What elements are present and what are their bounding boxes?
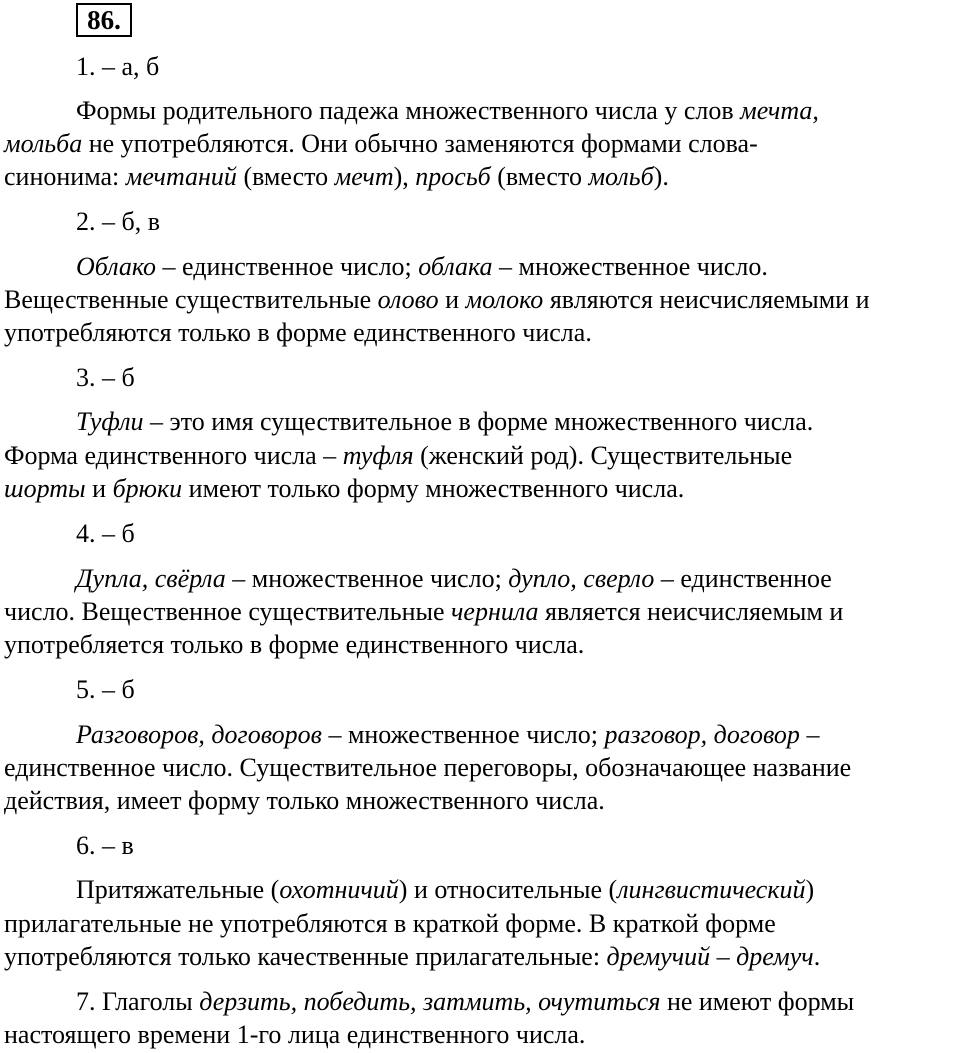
paragraph-2-line-2: Вещественные существительные олово и молоко являются неисчисляемыми и bbox=[4, 285, 870, 314]
answer-4: 4. – б bbox=[76, 519, 135, 548]
paragraph-3-line-3: шорты и брюки имеют только форму множественного числа. bbox=[4, 474, 685, 503]
paragraph-2-line-1: Облако – единственное число; облака – множественное число. bbox=[76, 252, 768, 281]
paragraph-5-line-3: действия, имеет форму только множественного числа. bbox=[4, 786, 605, 815]
answer-5: 5. – б bbox=[76, 675, 135, 704]
paragraph-1-line-2: мольба не употребляются. Они обычно заменяются формами слова- bbox=[4, 129, 758, 158]
paragraph-3-line-2: Форма единственного числа – туфля (женский род). Существительные bbox=[4, 441, 793, 470]
paragraph-4-line-3: употребляется только в форме единственного числа. bbox=[4, 630, 585, 659]
paragraph-1-line-1: Формы родительного падежа множественного числа у слов мечта, bbox=[76, 96, 819, 125]
paragraph-3-line-1: Туфли – это имя существительное в форме множественного числа. bbox=[76, 407, 814, 436]
paragraph-2-line-3: употребляются только в форме единственного числа. bbox=[4, 318, 592, 347]
paragraph-6-line-2: прилагательные не употребляются в краткой форме. В краткой форме bbox=[4, 909, 776, 938]
paragraph-5-line-1: Разговоров, договоров – множественное число; разговор, договор – bbox=[76, 720, 820, 749]
answer-1: 1. – а, б bbox=[76, 52, 160, 81]
paragraph-1-line-3: синонима: мечтаний (вместо мечт), просьб (вместо мольб). bbox=[4, 162, 669, 191]
paragraph-7-line-1: 7. Глаголы дерзить, победить, затмить, очутиться не имеют формы bbox=[76, 987, 855, 1016]
exercise-number-badge: 86. bbox=[76, 3, 132, 37]
answer-2: 2. – б, в bbox=[76, 207, 161, 236]
answer-3: 3. – б bbox=[76, 363, 135, 392]
paragraph-4-line-2: число. Вещественное существительные чернила является неисчисляемым и bbox=[4, 597, 844, 626]
paragraph-6-line-1: Притяжательные (охотничий) и относительные (лингвистический) bbox=[76, 875, 815, 904]
paragraph-4-line-1: Дупла, свёрла – множественное число; дупло, сверло – единственное bbox=[76, 564, 832, 593]
answer-6: 6. – в bbox=[76, 831, 134, 860]
paragraph-5-line-2: единственное число. Существительное переговоры, обозначающее название bbox=[4, 753, 852, 782]
paragraph-7-line-2: настоящего времени 1-го лица единственного числа. bbox=[4, 1020, 586, 1049]
paragraph-6-line-3: употребляются только качественные прилагательные: дремучий – дремуч. bbox=[4, 942, 821, 971]
